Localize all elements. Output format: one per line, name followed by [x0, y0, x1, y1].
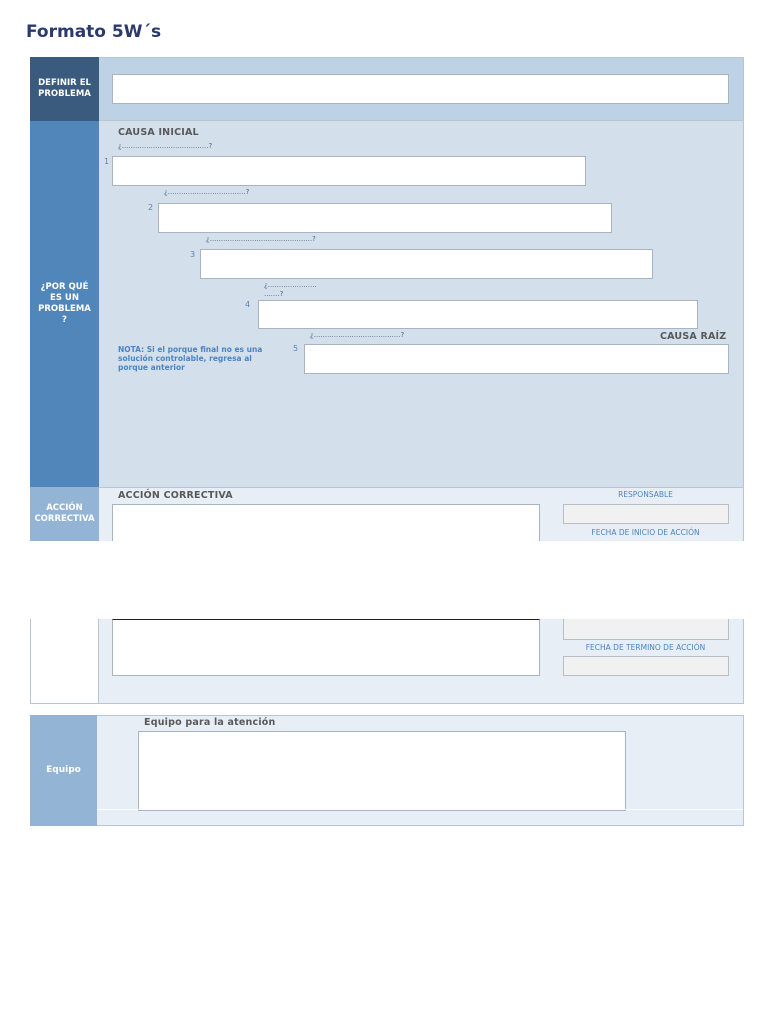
- define-problem-label: DEFINIR EL PROBLEMA: [30, 57, 99, 121]
- team-divider: [97, 809, 743, 810]
- action-input-top[interactable]: [112, 504, 540, 541]
- team-input[interactable]: [138, 731, 626, 811]
- why-number-4: 4: [245, 300, 251, 309]
- causa-raiz-label: CAUSA RAÍZ: [660, 331, 727, 342]
- why-number-3: 3: [190, 250, 196, 259]
- why-question-2: ¿...................................?: [164, 188, 250, 196]
- page-title: Formato 5W´s: [26, 22, 162, 42]
- why-input-3[interactable]: [200, 249, 653, 279]
- why-question-1: ¿.......................................?: [118, 142, 213, 150]
- why-number-2: 2: [148, 203, 154, 212]
- responsable-label: RESPONSABLE: [618, 490, 673, 499]
- action-title: ACCIÓN CORRECTIVA: [118, 490, 233, 501]
- why-question-3: ¿..............................................?: [206, 235, 316, 243]
- why-input-5[interactable]: [304, 344, 729, 374]
- why-input-2[interactable]: [158, 203, 612, 233]
- why-number-1: 1: [104, 157, 110, 166]
- action-side-continued: [30, 619, 99, 704]
- define-problem-input[interactable]: [112, 74, 729, 104]
- action-label: ACCIÓN CORRECTIVA: [30, 487, 99, 541]
- fecha-inicio-input[interactable]: [563, 619, 729, 640]
- why-question-4: ¿...................... .......?: [264, 281, 317, 298]
- why-label: ¿POR QUÉ ES UN PROBLEMA ?: [30, 121, 99, 487]
- fecha-inicio-label: FECHA DE INICIO DE ACCIÓN: [591, 528, 700, 537]
- fecha-termino-input[interactable]: [563, 656, 729, 676]
- why-input-4[interactable]: [258, 300, 698, 329]
- responsable-input[interactable]: [563, 504, 729, 524]
- why-number-5: 5: [293, 344, 299, 353]
- why-question-5: ¿.......................................?: [310, 331, 405, 339]
- fecha-termino-label: FECHA DE TERMINO DE ACCIÓN: [585, 643, 706, 652]
- team-title: Equipo para la atención: [144, 717, 276, 728]
- team-label: Equipo: [30, 715, 97, 826]
- action-input-bottom[interactable]: [112, 619, 540, 676]
- causa-inicial-label: CAUSA INICIAL: [118, 127, 199, 138]
- why-input-1[interactable]: [112, 156, 586, 186]
- why-note: NOTA: Si el porque final no es una solución controlable, regresa al porque anterior: [118, 345, 263, 372]
